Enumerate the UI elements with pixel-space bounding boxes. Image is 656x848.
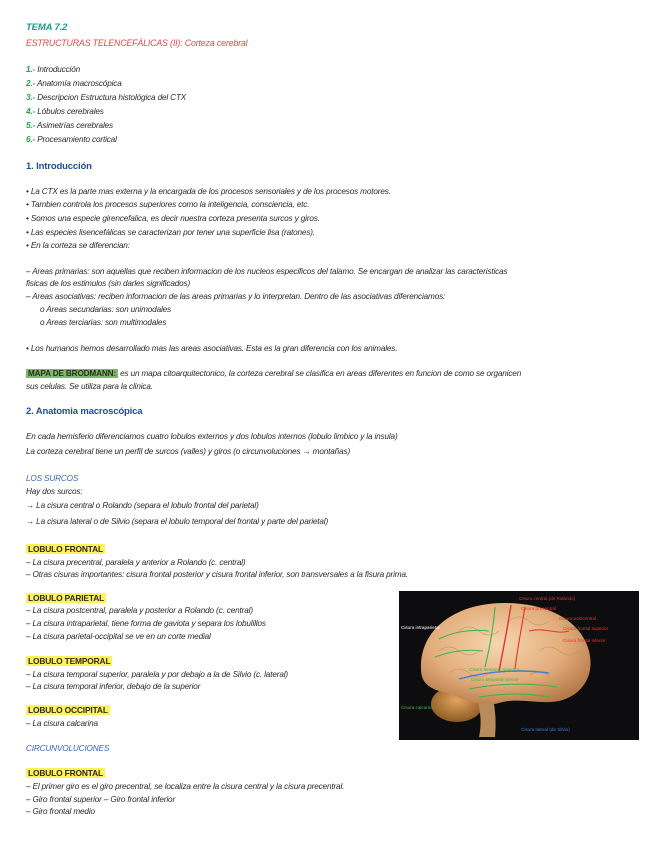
brodmann-highlight: MAPA DE BRODMANN: (28, 369, 116, 378)
surcos-line: → La cisura central o Rolando (separa el lobulo frontal del parietal) (26, 501, 259, 510)
bullet-item: • Las especies lisencefálicas se caracterizan por tener una superficie lisa (ratones). (26, 228, 315, 237)
label-temporal-sup: Cisura temporal superior (469, 667, 520, 672)
parietal-line: – La cisura postcentral, paralela y posterior a Rolando (c. central) (26, 606, 253, 615)
bullet-item: • La CTX es la parte mas externa y la encargada de los procesos sensoriales y de los procesos motores. (26, 187, 391, 196)
toc-item: 5.- Asimetrías cerebrales (26, 121, 113, 130)
label-frontal-inf: Cisura frontal inferior (563, 638, 606, 643)
temporal-line: – La cisura temporal superior, paralela y por debajo a la de Silvio (c. lateral) (26, 670, 288, 679)
occipital-line: – La cisura calcarina (26, 719, 98, 728)
doc-title: TEMA 7.2 (26, 22, 68, 33)
doc-subtitle: ESTRUCTURAS TELENCEFÁLICAS (II): Corteza cerebral (26, 38, 248, 48)
bullet-item: • Tambien controla los procesos superiores como la inteligencia, consciencia, etc. (26, 200, 310, 209)
surcos-title: LOS SURCOS (26, 474, 79, 483)
label-central: Cisura central (de Rolando) (519, 596, 576, 601)
frontal-line: – Otras cisuras importantes: cisura frontal posterior y cisura frontal inferior, son transversales a la fisura prima. (26, 570, 408, 579)
frontal2-line: – El primer giro es el giro precentral, se localiza entre la cisura central y la cisura precentral. (26, 782, 345, 791)
brain-figure (399, 591, 639, 740)
surcos-line: → La cisura lateral o de Silvio (separa el lobulo temporal del frontal y parte del parietal) (26, 517, 329, 526)
section-1-heading: 1. Introducción (26, 161, 92, 172)
temporal-line: – La cisura temporal inferior, debajo de la superior (26, 682, 201, 691)
parietal-line: – La cisura intraparietal, tiene forma de gaviota y separa los lobulillos (26, 619, 266, 628)
brain-illustration (399, 591, 639, 740)
humans-note: • Los humanos hemos desarrollado mas las areas asociativas. Esta es la gran diferencia con los animales. (26, 344, 398, 353)
area-line: – Areas asociativas: reciben informacion de las areas primarias y lo interpretan. Dentro de las asociativas diferenciamos: (26, 292, 446, 301)
toc-item: 3.- Descripcion Estructura histológica del CTX (26, 93, 187, 102)
toc-item: 6.- Procesamiento cortical (26, 135, 117, 144)
label-postcentral: Cisura postcentral (559, 616, 597, 621)
intro-line: En cada hemisferio diferenciamos cuatro lobulos externos y dos lobulos internos (lobulo limbico y la insula) (26, 432, 398, 441)
frontal2-title: LOBULO FRONTAL (28, 768, 103, 778)
brodmann-line: MAPA DE BRODMANN: es un mapa citoarquitectonico, la corteza cerebral se clasifica en areas diferentes en funcion de como se organicen (28, 369, 522, 378)
area-subitem: o Areas terciarias: son multimodales (40, 318, 167, 327)
frontal2-line: – Giro frontal superior – Giro frontal inferior (26, 795, 176, 804)
label-lateral: Cisura lateral (de Silvio) (521, 727, 570, 732)
frontal-line: – La cisura precentral, paralela y anterior a Rolando (c. central) (26, 558, 246, 567)
label-precentral: Cisura precentral (521, 606, 556, 611)
label-intraparietal: Cisura intraparietal (401, 625, 440, 630)
section-2-heading: 2. Anatomia macroscópica (26, 406, 143, 417)
parietal-line: – La cisura parietal-occipital se ve en un corte medial (26, 632, 211, 641)
area-line: fisicas de los estimulos (sin darles significados) (26, 279, 191, 288)
area-line: – Areas primarias: son aquellas que reciben informacion de los nucleos especificos del talamo. Se encargan de analizar las caracteristicas (26, 267, 508, 276)
toc-item: 2.- Anatomía macroscópica (26, 79, 122, 88)
frontal2-line: – Giro frontal medio (26, 807, 95, 816)
bullet-item: • En la corteza se diferencian: (26, 241, 130, 250)
bullet-item: • Somos una especie girencefalica, es decir nuestra corteza presenta surcos y giros. (26, 214, 320, 223)
intro-line: La corteza cerebral tiene un perfil de surcos (valles) y giros (o circunvoluciones → montañas) (26, 447, 351, 456)
occipital-title: LOBULO OCCIPITAL (28, 705, 108, 715)
frontal-title: LOBULO FRONTAL (28, 544, 103, 554)
circunvoluciones-title: CIRCUNVOLUCIONES (26, 744, 110, 753)
label-frontal-sup: Cisura frontal superior (563, 626, 609, 631)
label-calcarina: Cisura calcarina (401, 705, 434, 710)
surcos-line: Hay dos surcos: (26, 487, 83, 496)
label-temporal-inf: Cisura temporal inferior (471, 677, 519, 682)
toc-item: 4.- Lóbulos cerebrales (26, 107, 104, 116)
area-subitem: o Areas secundarias: son unimodales (40, 305, 171, 314)
parietal-title: LOBULO PARIETAL (28, 593, 105, 603)
toc-item: 1.- Introducción (26, 65, 81, 74)
brainstem-shape (477, 699, 496, 737)
temporal-title: LOBULO TEMPORAL (28, 656, 111, 666)
brodmann-line-2: sus celulas. Se utiliza para la clinica. (26, 382, 153, 391)
